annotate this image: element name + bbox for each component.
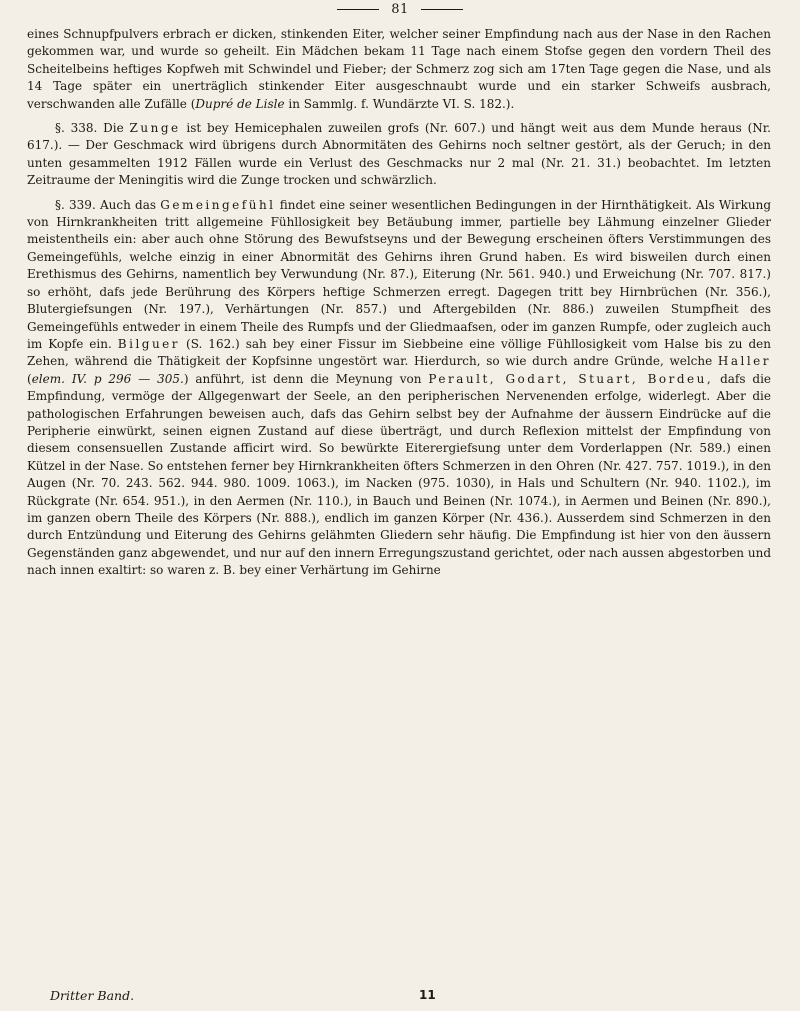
section-keyword: Zunge <box>129 121 181 136</box>
page-body <box>27 26 771 580</box>
paragraph-text: ist bey Hemicephalen zuweilen grofs (Nr. 607.) und hängt weit aus dem Munde heraus (Nr. 617.). — Der Geschmack wird übrigens durch Abnormitäten des Gehirns noch seltner gestört, als der Geruch; in den unten gesammelten 1912 Fällen wurde ein Verlust des Geschmacks nur 2 mal (Nr. 21. 31.) beobachtet. Im letzten Zeitraume der Meningitis wird die Zunge trocken und schwärzlich. <box>27 121 771 188</box>
author-names: Perault, Godart, Stuart, Bordeu, <box>428 371 714 386</box>
paragraph-text: ) anführt, ist denn die Meynung von <box>183 371 429 386</box>
author-citation: Dupré de Lisle <box>195 96 285 111</box>
paragraph-text: (S. 162.) sah bey einer Fissur im Siebbeine eine völlige Fühllosigkeit vom Halse bis zu den Zehen, während die Thätigkeit der Kopfsinne ungestört war. Hierdurch, so wie durch andre Gründe, welche <box>27 336 772 369</box>
paragraph-text: eines Schnupfpulvers erbrach er dicken, stinkenden Eiter, welcher seiner Empfindung nach aus der Nase in den Rachen gekommen war, und wurde so geheilt. Ein Mädchen bekam 11 Tage nach einem Stofse gegen den vordern Theil des Scheitelbeins heftiges Kopfweh mit Schwindel und Fieber; der Schmerz zog sich am 17ten Tage gegen die Nase, und als 14 Tage später ein unerträglich stinkender Eiter ausgeschnaubt wurde und ein starker Schweifs ausbrach, verschwanden alle Zufälle ( <box>27 27 771 111</box>
paragraph-text: dafs die Empfindung, vermöge der Allgegenwart der Seele, an den peripherischen Nervenenden erfolge, widerlegt. Aber die pathologischen Erfahrungen beweisen auch, dafs das Gehirn selbst bey der Aufnahme der äussern Eindrücke auf die Peripherie einwürkt, seinen eignen Zustand auf diese überträgt, und durch Reflexion mittelst der Empfindung von diesem consensuellen Zustande afficirt wird. So bewürkte Eiterergiefsung unter dem Vorderlappen (Nr. 589.) einen Kützel in der Nase. So entstehen ferner bey Hirnkrankheiten öfters Schmerzen in den Ohren (Nr. 427. 757. 1019.), in den Augen (Nr. 70. 243. 562. 944. 980. 1009. 1063.), im Nacken (975. 1030), in Hals und Schultern (Nr. 940. 1102.), im Rückgrate (Nr. 654. 951.), in den Aermen (Nr. 110.), in Bauch und Beinen (Nr. 1074.), in Aermen und Beinen (Nr. 890.), im ganzen obern Theile des Körpers (Nr. 888.), endlich im ganzen Körper (Nr. 436.). Ausserdem sind Schmerzen in den durch Entzündung und Eiterung des Gehirns gelähmten Gliedern sehr häufig. Die Empfindung ist hier von den äussern Gegenständen ganz abgewendet, und nur auf den innern Erregungszustand gerichtet, oder nach aussen abgestorben und nach innen exaltirt: so waren z. B. bey einer Verhärtung im Gehirne <box>27 371 772 578</box>
section-339 <box>27 197 771 580</box>
section-338 <box>27 120 771 190</box>
paragraph-text: ( <box>27 371 32 386</box>
work-citation: elem. IV. p 296 — 305. <box>31 371 184 386</box>
paragraph-text: in Sammlg. f. Wundärzte VI. S. 182.). <box>284 96 515 111</box>
author-name: Bilguer <box>117 336 181 351</box>
header-rule-right <box>421 9 463 10</box>
section-lead: §. 339. Auch das <box>55 197 161 212</box>
page-header <box>0 2 800 17</box>
paragraph-text: findet eine seiner wesentlichen Bedingungen in der Hirnthätigkeit. Als Wirkung von Hirnkrankheiten tritt allgemeine Fühllosigkeit bey Betäubung immer, partielle bey Lähmung einzelner Glieder meistentheils ein: aber auch ohne Störung des Bewufstseyns und der Bewegung erscheinen öfters Verstimmungen des Gemeingefühls, welche einzig in einer Abnormität des Gehirns ihren Grund haben. Es wird bisweilen durch einen Erethismus des Gehirns, namentlich bey Verwundung (Nr. 87.), Eiterung (Nr. 561. 940.) und Erweichung (Nr. 707. 817.) so erhöht, dafs jede Berührung des Körpers heftige Schmerzen erregt. Dagegen tritt bey Hirnbrüchen (Nr. 356.), Blutergiefsungen (Nr. 197.), Verhärtungen (Nr. 857.) und Aftergebilden (Nr. 886.) zuweilen Stumpfheit des Gemeingefühls entweder in einem Theile des Rumpfs und der Gliedmaafsen, oder im ganzen Rumpfe, oder zugleich auch im Kopfe ein. <box>27 197 771 351</box>
signature-mark: Dritter Band. <box>50 988 135 1003</box>
header-rule-left <box>337 9 379 10</box>
page-number: 81 <box>391 2 409 17</box>
sheet-number: 11 <box>419 988 436 1002</box>
section-keyword: Gemeingefühl <box>160 197 276 212</box>
paragraph-continuation <box>27 26 771 113</box>
page-footer <box>50 988 770 1006</box>
section-lead: §. 338. Die <box>55 121 130 136</box>
author-name: Haller <box>717 354 771 369</box>
